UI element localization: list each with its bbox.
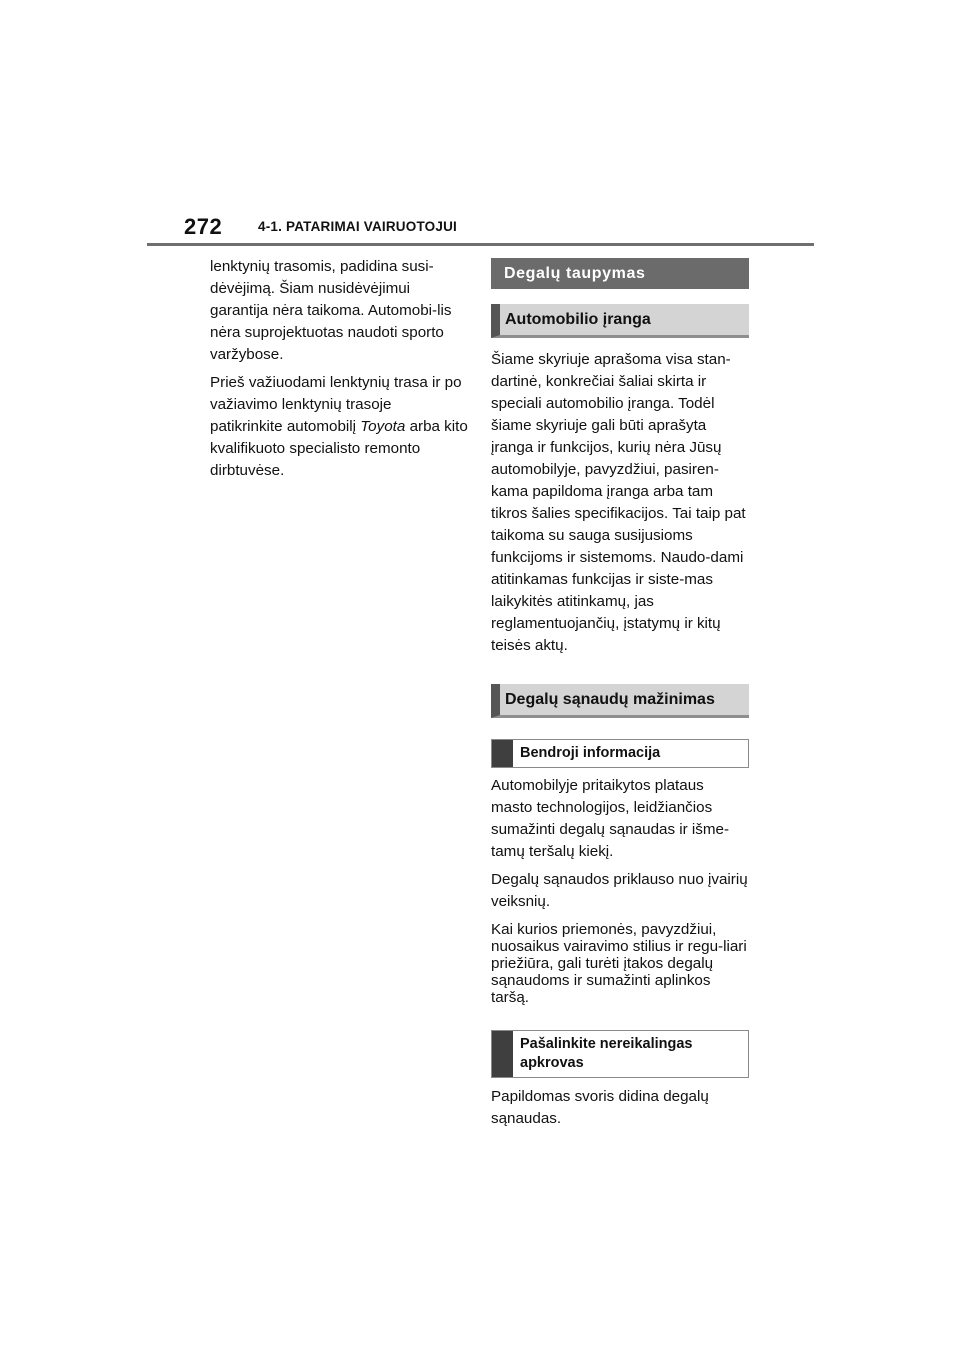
paragraph: Papildomas svoris didina degalų sąnaudas. [491, 1088, 709, 1127]
paragraph-text: arba kito kvalifikuoto specialisto remonto dirbtuvėse. [210, 418, 468, 479]
box-heading-general-info [491, 739, 749, 768]
brand-name: Toyota [360, 418, 406, 435]
paragraph [210, 372, 468, 482]
header-rule [147, 243, 814, 246]
paragraph-text: Prieš važiuodami lenktynių trasa ir po važiavimo lenktynių trasoje patikrinkite automobilį [210, 374, 462, 435]
box-heading-text: Pašalinkite nereikalingas apkrovas [520, 1036, 693, 1071]
box-heading-text: Bendroji informacija [520, 745, 661, 761]
subsection-title-equipment: Automobilio įranga [491, 304, 749, 338]
left-column [210, 256, 468, 482]
right-column [491, 258, 749, 1130]
page-number: 272 [184, 214, 223, 239]
paragraph: lenktynių trasomis, padidina susi-dėvėjimą. Šiam nusidėvėjimui garantija nėra taikoma. Automobi-lis nėra suprojektuotas naudoti sporto varžybose. [210, 258, 452, 363]
paragraph: Kai kurios priemonės, pavyzdžiui, nuosaikus vairavimo stilius ir regu-liari priežiūra, gali turėti įtakos degalų sąnaudoms ir sumažinti aplinkos taršą. [491, 921, 747, 1006]
heading-bar [492, 740, 513, 767]
paragraph: Degalų sąnaudos priklauso nuo įvairių veiksnių. [491, 871, 748, 910]
paragraph: Automobilyje pritaikytos plataus masto technologijos, leidžiančios sumažinti degalų sąnaudas ir išme-tamų teršalų kiekį. [491, 777, 730, 860]
section-title: Degalų taupymas [491, 258, 749, 289]
paragraph: Šiame skyriuje aprašoma visa stan-dartinė, konkrečiai šaliai skirta ir speciali automobilio įranga. Todėl šiame skyriuje gali būti aprašyta įranga ir funkcijos, kurių nėra Jūsų automobilyje, pavyzdžiui, pasiren-kama papildoma įranga arba tam tikros šalies specifikacijos. Tai taip pat taikoma su sauga susijusioms funkcijoms ir sistemoms. Naudo-dami atitinkamas funkcijas ir siste-mas laikykitės atitinkamų, jas reglamentuojančių, įstatymų ir kitų teisės aktų. [491, 351, 746, 654]
heading-bar [492, 1031, 513, 1077]
chapter-title: 4-1. PATARIMAI VAIRUOTOJUI [258, 219, 457, 234]
box-heading-remove-loads [491, 1030, 749, 1078]
subsection-title-fuel-reduction: Degalų sąnaudų mažinimas [491, 684, 749, 718]
